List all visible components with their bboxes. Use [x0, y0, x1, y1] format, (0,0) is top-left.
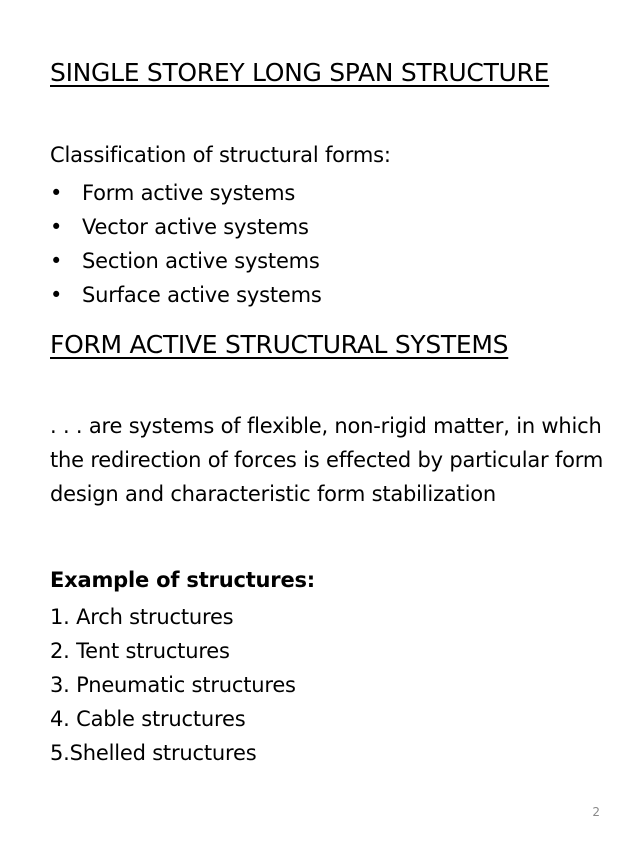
bullet-icon: •	[50, 215, 63, 239]
list-item-label: Vector active systems	[82, 215, 309, 239]
list-item: 5.Shelled structures	[50, 741, 257, 765]
list-item	[50, 278, 322, 312]
main-heading: SINGLE STOREY LONG SPAN STRUCTURE	[50, 58, 550, 87]
bullet-icon: •	[50, 249, 63, 273]
list-item: 3. Pneumatic structures	[50, 673, 296, 697]
list-item	[50, 244, 322, 278]
page-number: 2	[592, 805, 600, 819]
examples-list	[50, 602, 296, 772]
examples-title: Example of structures:	[50, 568, 315, 592]
list-item	[50, 176, 322, 210]
list-item-label: Surface active systems	[82, 283, 322, 307]
section-heading: FORM ACTIVE STRUCTURAL SYSTEMS	[50, 330, 509, 359]
bullet-icon: •	[50, 181, 63, 205]
list-item-label: Form active systems	[82, 181, 296, 205]
list-item	[50, 210, 322, 244]
bullet-icon: •	[50, 283, 63, 307]
list-item: 2. Tent structures	[50, 639, 230, 663]
classification-list	[50, 176, 322, 312]
list-item: 1. Arch structures	[50, 605, 234, 629]
list-item-label: Section active systems	[82, 249, 320, 273]
definition-paragraph: . . . are systems of flexible, non-rigid matter, in which the redirection of forces is effected by particular form design and characteristic form stabilization	[50, 414, 604, 506]
list-item: 4. Cable structures	[50, 707, 246, 731]
classification-intro: Classification of structural forms:	[50, 143, 391, 167]
